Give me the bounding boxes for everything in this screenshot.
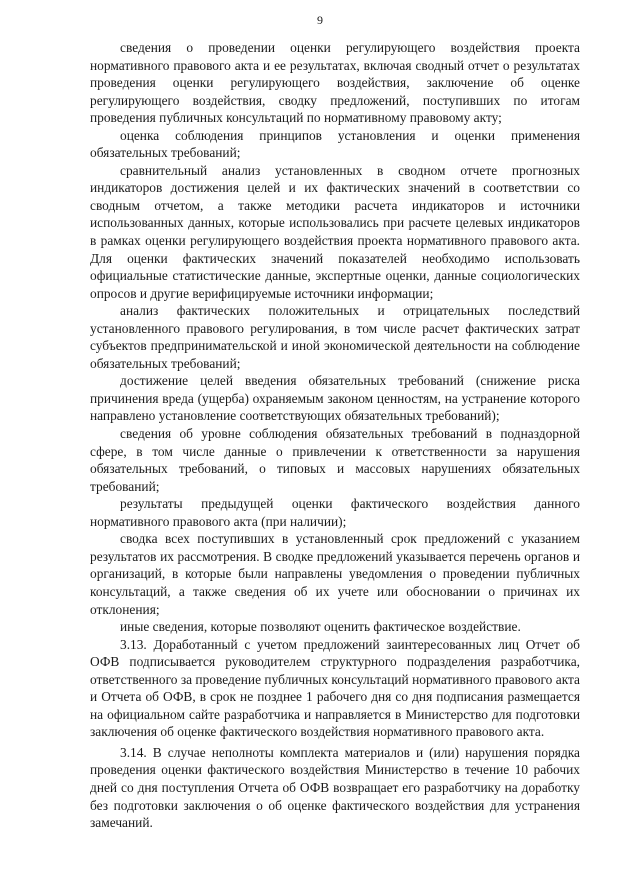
paragraph-orv-info: сведения о проведении оценки регулирующего воздействия проекта нормативного правового акта и ее результатах, включая сводный отчет о результатах проведения оценки регулирующего воздействия, заключение об оценке регулирующего воздействия, сводку предложений, поступивших по итогам проведения публичных консультаций по нормативному правовому акту; (90, 40, 580, 126)
paragraph-principles-assessment: оценка соблюдения принципов установления и оценки применения обязательных требований; (90, 127, 580, 161)
paragraph-previous-assessment: результаты предыдущей оценки фактического воздействия данного нормативного правового акта (при наличии); (90, 496, 580, 529)
paragraph-proposals-summary: сводка всех поступивших в установленный срок предложений с указанием результатов их рассмотрения. В сводке предложений указывается перечень органов и организаций, в которые были направлены уведомления о проведении публичных консультаций, а также сведения об их учете или обосновании о причинах их отклонения; (90, 531, 580, 617)
page-number: 9 (317, 13, 323, 27)
paragraph-comparative-analysis: сравнительный анализ установленных в сводном отчете прогнозных индикаторов достижения целей и их фактических значений в соответствии со сводным отчетом, а также методики расчета индикаторов и источники использованных данных, которые использовались при расчете целевых индикаторов в рамках оценки регулирующего воздействия проекта нормативного правового акта. Для оценки фактических значений показателей необходимо использовать официальные статистические данные, экспертные оценки, данные социологических опросов и другие верифицируемые источники информации; (90, 162, 580, 301)
paragraph-other-info: иные сведения, которые позволяют оценить фактическое воздействие. (120, 619, 521, 635)
paragraph-section-3-14: 3.14. В случае неполноты комплекта материалов и (или) нарушения порядка проведения оценки фактического воздействия Министерство в течение 10 рабочих дней со дня поступления Отчета об ОФВ возвращает его разработчику на доработку без подготовки заключения о об оценке фактического воздействия для устранения замечаний. (90, 744, 580, 831)
document-body (90, 39, 580, 832)
paragraph-compliance-level: сведения об уровне соблюдения обязательных требований в подназдорной сфере, в том числе данные о привлечении к ответственности за нарушения обязательных требований, о типовых и массовых нарушениях обязательных требований; (90, 426, 580, 494)
paragraph-consequences-analysis: анализ фактических положительных и отрицательных последствий установленного правового регулирования, в том числе расчет фактических затрат субъектов предпринимательской и иной экономической деятельности на соблюдение обязательных требований; (90, 303, 580, 371)
paragraph-goals-achievement: достижение целей введения обязательных требований (снижение риска причинения вреда (ущерба) охраняемым законом ценностям, на устранение которого направлено установление соответствующих обязательных требований); (90, 373, 580, 424)
paragraph-section-3-13: 3.13. Доработанный с учетом предложений заинтересованных лиц Отчет об ОФВ подписывается руководителем структурного подразделения разработчика, ответственного за проведение публичных консультаций нормативного правового акта и Отчета об ОФВ, в срок не позднее 1 рабочего дня со дня подписания размещается на официальном сайте разработчика и направляется в Министерство для подготовки заключения об оценке фактического воздействия нормативного правового акта. (90, 636, 580, 740)
